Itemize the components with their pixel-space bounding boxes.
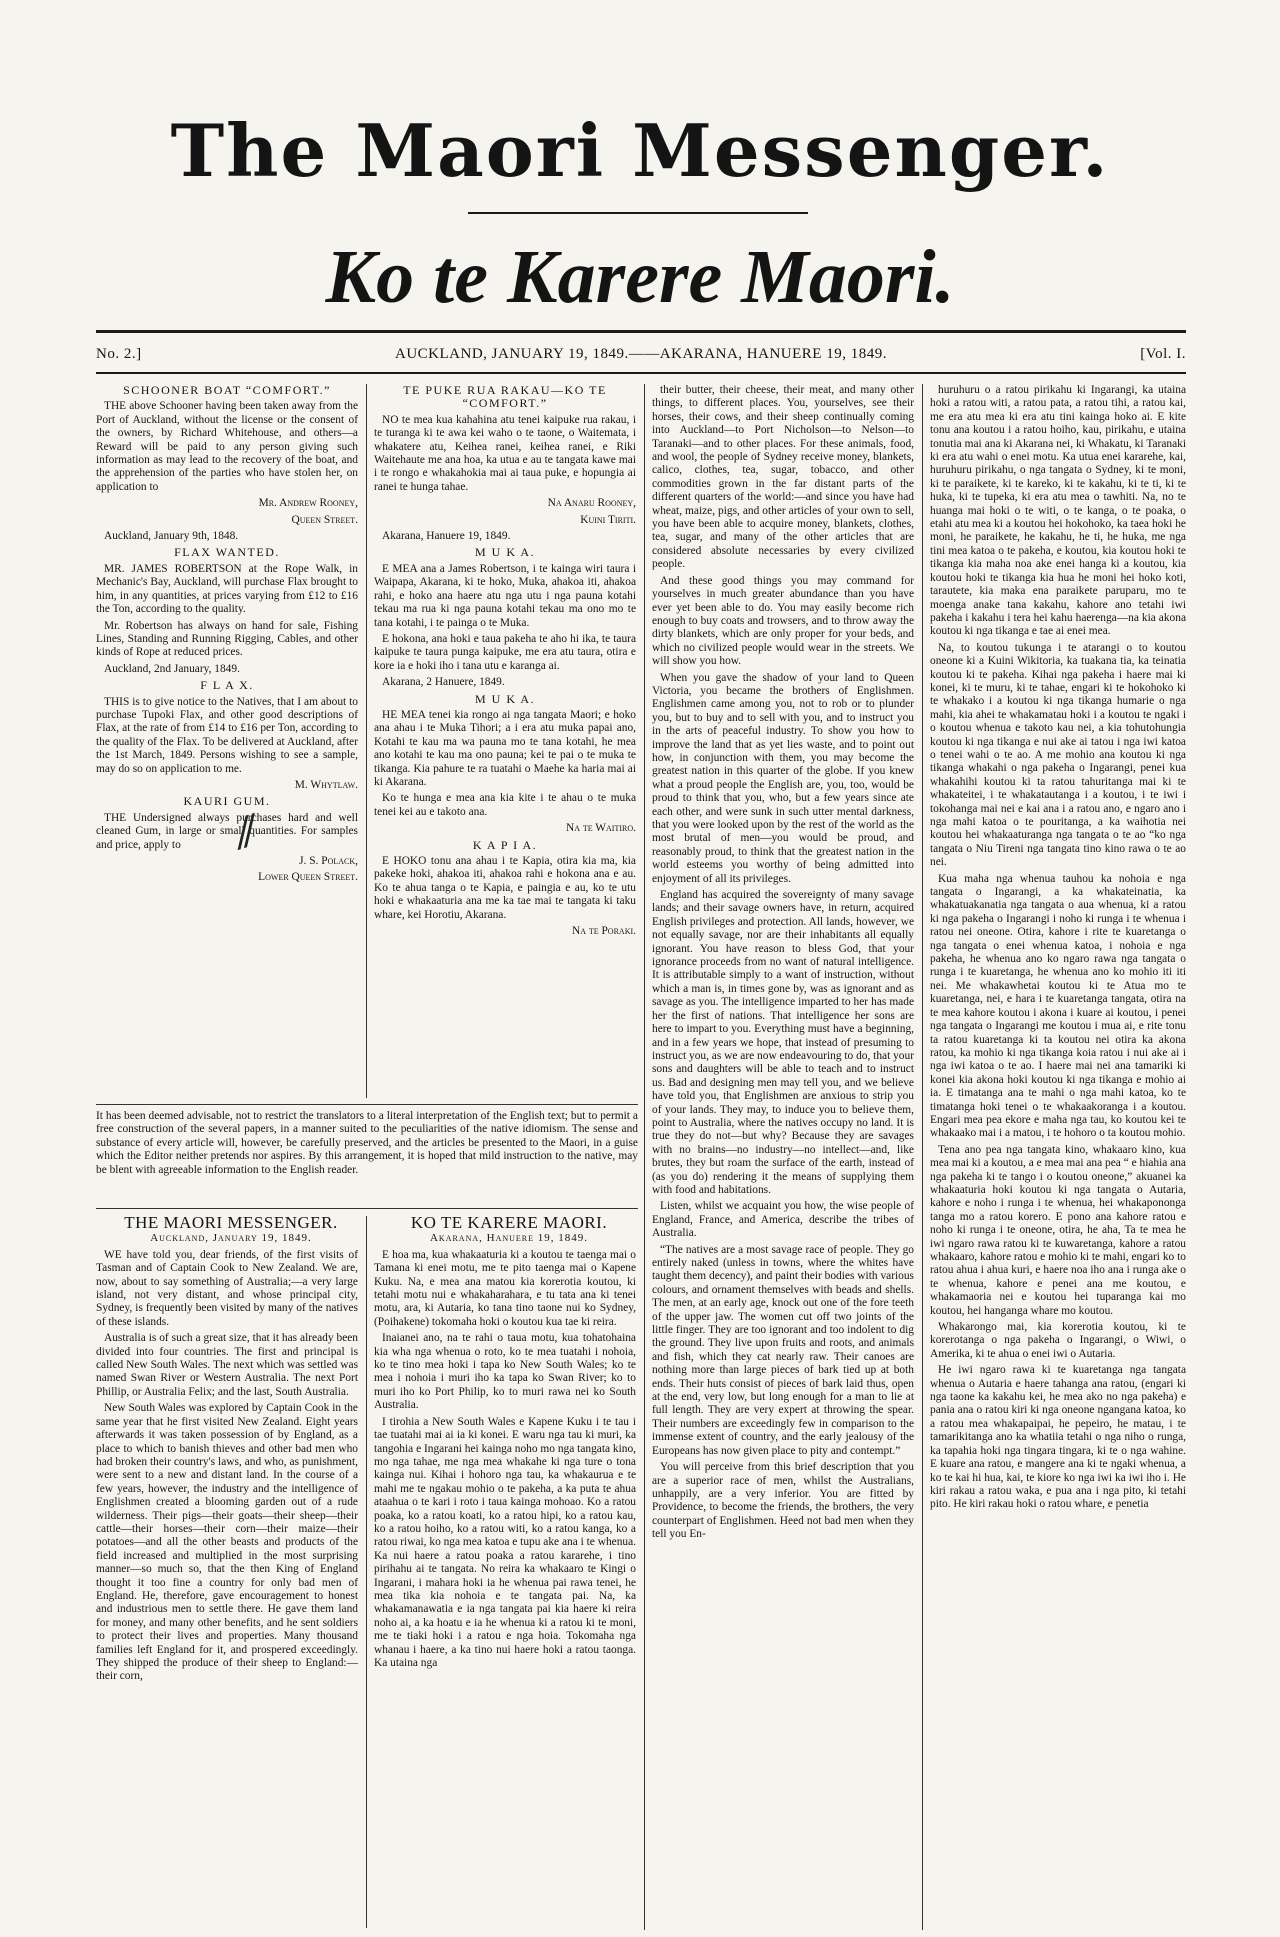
- article-maori: [374, 1216, 636, 1930]
- article-maori-paragraph: He iwi ngaro rawa ki te kuaretanga nga tangata whenua o Autaria e haere tahanga ana ratou, (engari ki nga taone ka kakahu kei, he mea ako no nga pakeha) e pania ana o ratou kiri ki nga oneone ngangana katoa, ko a ratou mea whakapaipai, he pepeiro, he matau, i te tamarikitanga ano ka whatiia tetahi o nga niho o runga, ka tapahia hoki nga tingara tingara, ki te o nga wahine. E kuare ana ratou, e mangere ana ki te ngaki whenua, a ko te kai hi hua, kai, te kiore ko nga iwi ka iwi iho i. He kiri rakau a ratou waka, e pua ana i nga pito, ki tetahi pito. He kiri rakau hoki o ratou whare, e penetia: [930, 1364, 1186, 1511]
- article-maori-paragraph: I tirohia a New South Wales e Kapene Kuku i te tau i tae tuatahi mai ai ia ki konei. E waru nga tau ki muri, ka tangohia e Ingarani hei kainga noho mo nga tangata kino, mo nga tahae, me nga mea whakahe ki nga ture o tona kainga nui. Kihai i hohoro nga tau, ka whakaurua e te mahi me te ngakau mohio o te pakeha, a ka puta te ahua ataahua o te kari i roto i taua kainga mohoao. Ko a ratou poaka, ko a ratou koati, ko a ratou hipi, ko a ratou kau, ko a ratou hoiho, ko a ratou witi, ko a ratou kanga, ko a ratou riwai, ko nga mea katoa e tupu ake ana i te whenua. Ka nui haere a ratou poaka a ratou kararehe, i tino pirihahu ai te tangata. No reira ka whakaaro te Kingi o Ingarani, i mahara hoki ia he whenua pai rawa tenei, he mea tika kia nohoia e te tangata pai. Na, ka whakamanawatia e ia nga tangata pai kia haere ki reira noho ai, a ka hoatu e ia he whenua ki a ratou ki te moni, me te tiaki hoki i a ratou e nga hoia. Tokomaha nga whanau i haere, a ka tino nui haere hoki a ratou taonga. Ka utaina nga: [374, 1415, 636, 1669]
- article-english-paragraph: New South Wales was explored by Captain Cook in the same year that he first visited New Zealand. Eight years afterwards it was taken possession of by England, as a place to which to banish thieves and other bad men who had broken their country's laws, and who, as punishment, were sent to a new and distant land. In the course of a few years, however, the industry and the intelligence of Englishmen created a blooming garden out of a rude wilderness. Their pigs—their goats—their sheep—their cattle—their horses—their corn—their maize—their potatoes—and all the other beasts and products of the field increased and multiplied in the most surprising manner—so much so, that the then King of England thought it too fine a country for only bad men of England. He, therefore, gave encouragement to honest and industrious men to settle there. He gave them land for money, and many other benefits, and he sent soldiers to protect their lives and properties. Many thousand families left England for it, and prospered exceedingly. They shipped the produce of their sheep to England:—their corn,: [96, 1402, 358, 1683]
- ad-sign-comfort: Mr. Andrew Rooney,: [258, 497, 358, 510]
- ad-sign-puke-address: Kuini Tiriti.: [580, 513, 636, 526]
- column-divider: [366, 1216, 367, 1928]
- issue-number: No. 2.]: [96, 346, 142, 362]
- handwritten-mark: ⁄⁄: [233, 809, 261, 857]
- article-maori-continued: [930, 384, 1186, 1930]
- article-english-paragraph: “The natives are a most savage race of people. They go entirely naked (unless in towns, where the whites have taught them decency), and paint their bodies with various colours, and ornament themselves with beads and shells. The men, at an early age, knock out one of the fore teeth of the upper jaw. The women cut off two joints of the little finger. They are too ignorant and too indolent to dig the ground. They live upon fruits and roots, and animals and fish, which they cat nearly raw. Their canoes are nothing more than large pieces of bark tied up at both ends. Their huts consist of pieces of bark laid thus, open at the end, very low, but long enough for a man to lie at full length. They are very expert at throwing the spear. Their numbers are exceedingly few in comparison to the immense extent of country, and the early jealousy of the Europeans has now given place to pity and contempt.”: [652, 1243, 914, 1457]
- translators-note: It has been deemed advisable, not to restrict the translators to a literal interpretation of the English text; but to permit a free construction of the several papers, in a manner suited to the peculiarities of the native idiomism. The sense and substance of every article will, however, be carefully preserved, and the articles be presented to the Maori, in a guise which the Editor neither pretends nor aspires. By this arrangement, it is hoped that mild instruction to the native, may be blent with agreeable information to the English reader.: [96, 1110, 638, 1176]
- ad-heading-flax-wanted: FLAX WANTED.: [174, 545, 280, 560]
- ad-date-puke: Akarana, Hanuere 19, 1849.: [382, 530, 511, 543]
- article-maori-paragraph: huruhuru o a ratou pirikahu ki Ingarangi, ka utaina hoki a ratou witi, a ratou pata, a ratou tihi, a ratou kai, me era atu mea ki era atu tini kainga hoko ai. E kite tonu ana koutou i a ratou hoiho, kau, pirikahu, e utaina tonutia mai ana ki Akarana nei, ki Whakatu, ki Taranaki ki era atu wahi o enei motu. Ka utua enei kararehe, kai, huruhuru pirikahu, o nga tangata o Sydney, ki te moni, ki te paraikete, ki te kareko, ki te kakahu, ki te ti, ki te huka, ki te tupeka, ki era atu mea o tawhiti. Na, no te huanga mai hoki o te witi, o te kanga, o te poaka, o etahi atu mea ki a koutou hei hokohoko, ka taea hoki he moni, he paraikete, he kakahu, he ti, he huka, me nga tini mea katoa o te pakeha, e koutou, kia koutou hoki te tikanga kia maha noa ake enei hanga ki a koutou, kia koutou hoki te tikanga kia hua he moni hei hoko koti, tarautete, kia maka ena paraikete paruparu, mo te moenga anake tana kakahu, kahore ano tetahi iwi pakeha i kakahu i tera hei kahu haerenga—na kia akona koutou ki nga tikanga e tae ai enei mea.: [930, 384, 1186, 638]
- masthead-subtitle: Ko te Karere Maori.: [325, 235, 955, 319]
- ad-date-muka: Akarana, 2 Hanuere, 1849.: [382, 676, 505, 689]
- issue-date: AUCKLAND, JANUARY 19, 1849.——AKARANA, HANUERE 19, 1849.: [395, 346, 887, 362]
- ad-text-muka-3: HE MEA tenei kia rongo ai nga tangata Maori; e hoko ana ahau i te Muka Tihori; a i era atu muka papai ano, Kotahi te kau ma wa pauna mo te tana kotahi, he mea ano kotahi te kau ma ono pauna; kei te pai o te muka te tikanga. Kia pahure te ra tuatahi o Maehe ka haria mai ai ki Akarana.: [374, 708, 636, 788]
- ad-text-kauri-gum: THE Undersigned always purchases hard and well cleaned Gum, in large or small quantities. For samples and price, apply to: [96, 811, 358, 851]
- ad-text-muka-2: E hokona, ana hoki e taua pakeha te aho hi ika, te taura kaipuke te taura punga kaipuke, me era atu taura, otira e kore ia e hoki iho i tana utu e karanga ai.: [374, 632, 636, 672]
- article-english-paragraph: England has acquired the sovereignty of many savage lands; and their savage owners have, in return, acquired English privileges and protection. All lands, however, we not equally savage, nor are their inhabitants all equally ignorant. You have reason to bless God, that your ignorance proceeds from no want of natural intelligence. It is attributable simply to a want of instruction, without which a man is, in times gone by, was as ignorant and as savage as you. The intelligence imparted to her has made her the first of nations. That intelligence her sons are here to impart to you. Everything must have a beginning, and in a few years we hope, that instead of presuming to instruct you, as we are now endeavouring to do, that your sons and daughters will be able to teach and to instruct us. Bad and designing men may tell you, and we believe have told you, that Englishmen are anxious to strip you of your lands. They may, to induce you to believe them, point to Australia, where the natives occupy no land. It is true they do not—but why? Because they are savages with no brains—no industry—no intellect—and, like brutes, they but roam the surface of the earth, instead of (as you do) rendering it the means of supplying them with food and habitations.: [652, 889, 914, 1196]
- ad-sign-muka: Na te Waitiro.: [566, 822, 636, 835]
- ad-heading-muka-2: M U K A.: [474, 691, 535, 706]
- article-english-paragraph: Australia is of such a great size, that it has already been divided into four countries. The first and principal is called New South Wales. The next which was settled was named Swan River or Western Australia. The next Port Phillip, or Australia Felix; and the last, South Australia.: [96, 1332, 358, 1398]
- ad-sign-kauri-gum-address: Lower Queen Street.: [258, 871, 358, 884]
- dateline-rule-top: [96, 330, 1186, 333]
- article-english-paragraph: You will perceive from this brief description that you are a superior race of men, whilst the Australians, unhappily, are a very inferior. You are fitted by Providence, to become the friends, the brothers, the very counterpart of Englishmen. Heed not bad men when they tell you En-: [652, 1461, 914, 1541]
- ad-heading-puke: TE PUKE RUA RAKAU—KO TE “COMFORT.”: [403, 384, 607, 411]
- ad-sign-puke: Na Anaru Rooney,: [547, 497, 636, 510]
- ad-text-kapia: E HOKO tonu ana ahau i te Kapia, otira kia ma, kia pakeke hoki, ahakoa iti, ahakoa rahi e hokona ana e au. Ko te ahua tanga o te Kapia, e paingia e au, ko te utu hoki e whakaaturia ana me ka tae mai te tangata ki taku whare, kei Horotiu, Akarana.: [374, 855, 636, 921]
- article-maori-paragraph: E hoa ma, kua whakaaturia ki a koutou te taenga mai o Tamana ki enei motu, me te pito taenga mai o Kapene Kuku. Na, e mea ana matou kia korerotia koutou, ki tetahi motu nui e whakaharahara, e tu tata ana ki tenei motu, ara, ki Autaria, ko tana tino taone nui ko Sydney, (Poihakene) tokomaha hoki o koutou kua tae ki reira.: [374, 1248, 636, 1328]
- masthead-title: The Maori Messenger.: [170, 108, 1110, 193]
- ad-text-muka-4: Ko te hunga e mea ana kia kite i te ahau o te muka tenei kei au e takoto ana.: [374, 792, 636, 818]
- dateline-rule-bottom: [96, 372, 1186, 374]
- article-english-paragraph: Listen, whilst we acquaint you how, the wise people of England, France, and America, describe the tribes of Australia.: [652, 1200, 914, 1240]
- ad-text-flax-wanted: MR. JAMES ROBERTSON at the Rope Walk, in Mechanic's Bay, Auckland, will purchase Flax brought to him, in any quantities, at prices varying from £12 to £16 the Ton, according to the quality.: [96, 562, 358, 616]
- article-maori-paragraph: Na, to koutou tukunga i te atarangi o to koutou oneone ki a Kuini Wikitoria, ka tuakana tia, ka teinatia koutou ki te pakeha. Kihai nga pakeha i haere mai ki konei, ki te muru, ki te tahae, engari ki te hokohoko ki te whakako i a koutou ki nga tikanga humarie o nga mahi, kia ahei te whakamatau hoki i a koutou te ngaki i o koutou whenua e takoto kau nei, a kia tohutohungia koutou ki nga tikanga e nui ake ai tatou i nga iwi katoa o tenei wahi o te ao. A me mohio ana koutou ki nga tikanga whakahi o nga pakeha o Ingarangi, penei kua whakahihi koutou ki ta ratou tahuritanga mai ki te whakateitei, i te whakatautanga i a koutou, i te iwi i tokohanga mai nei e kai ana i a ratou ano, e ngaro ano i nga mahi katoa o te pouritanga, a ka waihotia nei koutou hei whakaaturanga nga tangata o te ao “ko nga tangata o Niu Tireni nga tangata tino kino rawa o te ao nei.: [930, 641, 1186, 869]
- ad-sign-comfort-address: Queen Street.: [291, 513, 358, 526]
- article-maori-paragraph: Inaianei ano, na te rahi o taua motu, kua tohatohaina kia wha nga whenua o roto, ko te mea tuatahi i nohoia, ko te tino mea hoki i tapa ko New South Wales; ko te mea i nohoia i muri iho ka tapa ko Swan River; ko to muri iho ko Port Philip, ko to muri rawa nei ko South Australia.: [374, 1332, 636, 1412]
- ad-sign-kauri-gum: J. S. Polack,: [299, 855, 358, 867]
- ad-text-comfort: THE above Schooner having been taken away from the Port of Auckland, without the license or the consent of the owners, by Richard Whitehouse, and others—a Reward will be paid to any person giving such information as may lead to the recovery of the boat, and the apprehension of the parties who have stolen her, on application to: [96, 400, 358, 493]
- article-english-heading: THE MAORI MESSENGER.: [124, 1216, 338, 1232]
- column-advertisements-maori: [374, 384, 636, 1104]
- article-maori-paragraph: Whakarongo mai, kia korerotia koutou, ki te korerotanga o nga pakeha o Ingarangi, o Wiwi, o Amerika, ki te ahua o enei iwi o Autaria.: [930, 1321, 1186, 1360]
- article-english-paragraph: When you gave the shadow of your land to Queen Victoria, you became the brothers of Englishmen. Englishmen came among you, not to rob or to plunder you, but to buy and to sell with you, and to instruct you in the arts of peaceful industry. To show you how to improve the land that as yet lies waste, and to point out how, in conjunction with them, you may become the greatest nation in this quarter of the globe. If you knew what a proud people the English are, you, too, would be proud to think that you, who, but a few years since ate each other, and were sunk in such utter mental darkness, that you were looked upon by the rest of the world as the most brutal of men—you would be proud, and reasonably proud, to think that the greatest nation in the world esteems you worthy of being admitted into enjoyment of all its privileges.: [652, 671, 914, 885]
- column-divider: [366, 384, 367, 1098]
- ad-heading-comfort: SCHOONER BOAT “COMFORT.”: [123, 384, 331, 397]
- ad-heading-kapia: K A P I A.: [472, 837, 538, 852]
- ad-text-muka: E MEA ana a James Robertson, i te kainga wiri taura i Waipapa, Akarana, ki te hoko, Muka, ahakoa iti, ahakoa rahi, e hoko ana haere atu nga utu i nga pauna kotahi tekau ma rua ki nga pauna kotahi tekau ma ono mo te tana kotahi, i te painga o te Muka.: [374, 562, 636, 629]
- ad-text-flax-wanted-2: Mr. Robertson has always on hand for sale, Fishing Lines, Standing and Running Rigging, Cables, and other kinds of Rope at reduced prices.: [96, 619, 358, 659]
- article-english: [96, 1216, 358, 1930]
- volume-number: [Vol. I.: [1140, 346, 1186, 362]
- article-maori-paragraph: Tena ano pea nga tangata kino, whakaaro kino, kua mea mai ki a koutou, a e mea mai ana pea “ e hiahia ana nga pakeha ki te tango i o koutou oneone,” akuanei ka whakaaturia hoki koutou ki nga tangata o Autaria, kahore e noho i runga i te whenua, hei whakapononga tanga mo a ratou korero. E pono ana kahore ratou e noho ki runga i te oneone, otira, he aha, Ta te mea he iwi ngaro rawa ratou ki te kuwaretanga, kahore a ratou whakaaro, kahore ratou e mohio ki te mahi, engari ko to ratou ahua i ahua kuri, e haere noa iho ana i runga ake o te whenua, kahore e penei ana me koutou, e whakamaoria nei e koutou hei tuparanga kai mo koutou, hei hanganga whare mo koutou.: [930, 1143, 1186, 1317]
- note-rule-bottom: [96, 1208, 638, 1209]
- article-english-continued: [652, 384, 914, 1930]
- article-maori-heading: KO TE KARERE MAORI.: [410, 1216, 608, 1232]
- column-divider: [922, 384, 923, 1930]
- ad-sign-flax: M. Whytlaw.: [294, 778, 358, 791]
- ad-sign-kapia: Na te Poraki.: [572, 925, 636, 938]
- article-english-paragraph: And these good things you may command for yourselves in much greater abundance than you have ever yet been able to do. You may easily become rich enough to buy coats and trowsers, and to throw away the dirty blankets, which are only proper for your beds, and which no civilized people would wear in the streets. We will show you how.: [652, 574, 914, 668]
- ad-text-flax: THIS is to give notice to the Natives, that I am about to purchase Tupoki Flax, and other good descriptions of Flax, at the rate of from £14 to £16 per Ton, according to the quality of the Flax. To be delivered at Auckland, after the 1st March, 1849. Persons wishing to see a sample, may do so on application to me.: [96, 695, 358, 775]
- article-maori-date: Akarana, Hanuere 19, 1849.: [429, 1232, 589, 1245]
- article-english-paragraph: their butter, their cheese, their meat, and many other things, to different places. You, yourselves, see their horses, their cows, and their sheep continually coming into Auckland—to Port Nicholson—to Nelson—to Taranaki—and to other places. For these animals, food, and wool, the people of Sydney receive money, blankets, calico, clothes, tea, sugar, tobacco, and other commodities grown in the far distant parts of the different quarters of the world:—and since you have had wheat, maize, pigs, and other articles of your own to sell, you have been able to acquire money, blankets, clothes, tea, sugar, and many of the other articles that are considered absolute necessaries by every civilized people.: [652, 384, 914, 571]
- article-maori-paragraph: Kua maha nga whenua tauhou ka nohoia e nga tangata o Ingarangi, a ka whakateinatia, ka whakatuakanatia nga tangata o aua whenua, ki a ratou ki nga pakeha o Ingarangi i noho ki runga i te whenua i ratou nei oneone. Otira, kahore i rite te kuaretanga o nga tangata o enei whenua katoa, i nohoia e nga pakeha, he whenua ano ko ngaro rawa nga tangata o runga i te kuaretanga, he whenua ano ko mohio iti iti nei. Me whakawhetai koutou ki te Atua mo te kuaretanga, nei, e hara i te kuaretanga tangata, otira na te mea kahore koutou i akona i kuare ai koutou, i penei nga tangata o Ingarangi me koutou i mua ai, e rite tonu ta ratou kuaretanga ki ta koutou nei otira ka akona ratou, ka mohio ki nga tikanga koia ratou i nui ake ai i nga iwi katoa o te ao. I haere mai nei ana tamariki ki konei kia akona hoki koutou ki nga tikanga e mohio ai ia. E timatanga ana te mahi o nga mahi katoa, ko te timatanga hoki tenei o te whakaakoranga i a koutou. Engari mea pea ekore e maha nga tau, ko koutou kei te whakaako mai i a matou, i te hohoro o ta koutou mohio.: [930, 872, 1186, 1140]
- masthead-rule: [468, 212, 808, 214]
- ad-date-flax-wanted: Auckland, 2nd January, 1849.: [104, 662, 240, 675]
- article-english-paragraph: WE have told you, dear friends, of the first visits of Tasman and of Captain Cook to New Zealand. We are, now, about to say something of Australia;—a very large island, not very distant, and whose principal city, Sydney, is frequently been visited by many of the natives of these islands.: [96, 1248, 358, 1328]
- ad-text-puke: NO te mea kua kahahina atu tenei kaipuke rua rakau, i te turanga ki te awa kei waho o te taone, o Waitemata, i whakatere atu, Keihea ranei, keihea ranei, e Riki Waitehaute me ana hoa, ka utua e au te tangata kawe mai i te rongo e whakahokia mai ai taua puke, e hopungia ai ranei te hunga tahae.: [374, 413, 636, 493]
- article-english-date: Auckland, January 19, 1849.: [150, 1232, 312, 1245]
- note-rule-top: [96, 1104, 638, 1105]
- ad-heading-flax: F L A X.: [200, 678, 254, 693]
- ad-date-comfort: Auckland, January 9th, 1848.: [104, 530, 239, 543]
- ad-heading-muka: M U K A.: [474, 545, 535, 560]
- ad-heading-kauri-gum: KAURI GUM.: [183, 794, 271, 809]
- column-advertisements-english: [96, 384, 358, 1104]
- column-divider: [644, 384, 645, 1930]
